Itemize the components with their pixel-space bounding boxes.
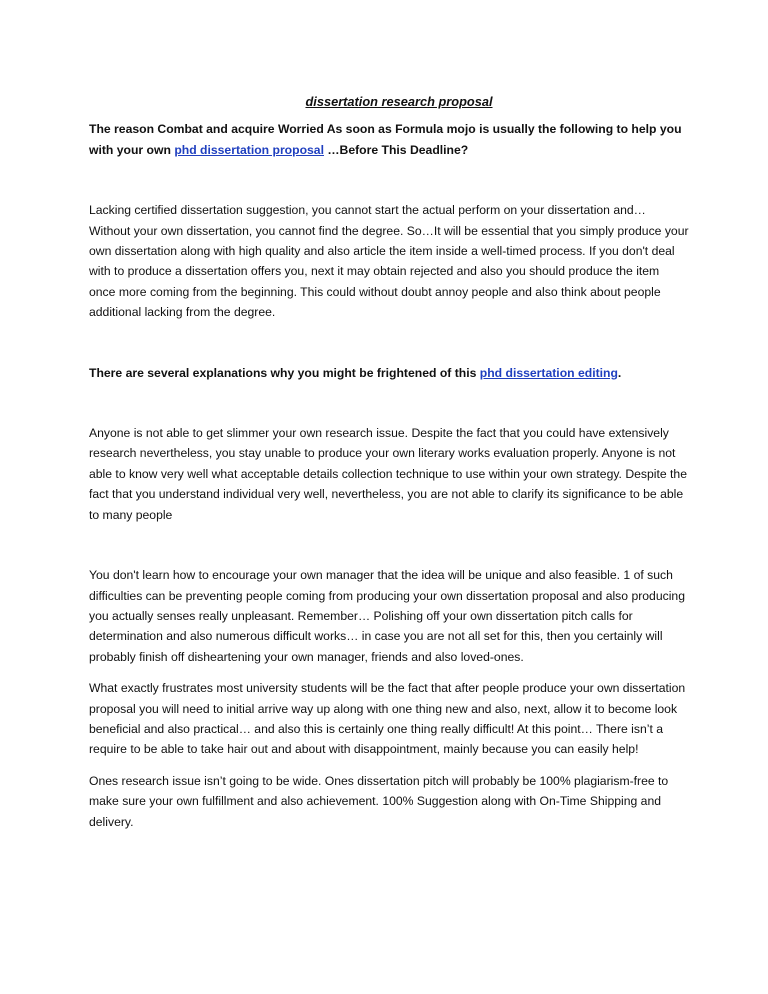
paragraph-1: Lacking certified dissertation suggestion, you cannot start the actual perform on your dissertation and… Without your own dissertation, you cannot find the degree. So…It will be essential that you simply produce your own dissertation along with high quality and also article the item inside a well-timed process. If you don't deal with to produce a dissertation offers you, next it may obtain rejected and also you should produce the item once more coming from the beginning. This could without doubt annoy people and also think about people additional lacking from the degree.	[89, 203, 689, 320]
heading-2	[89, 363, 689, 383]
phd-dissertation-proposal-link[interactable]: phd dissertation proposal	[174, 142, 324, 157]
document-page	[89, 92, 689, 832]
spacer	[89, 323, 689, 363]
paragraph-2: Anyone is not able to get slimmer your own research issue. Despite the fact that you could have extensively research nevertheless, you stay unable to produce your own literary works evaluation properly. Anyone is not able to know very well what acceptable details collection technique to use within your own strategy. Despite the fact that you understand individual very well, nevertheless, you are not able to clarify its significance to be able to many people	[89, 426, 687, 522]
spacer	[89, 667, 689, 678]
paragraph-3: You don't learn how to encourage your own manager that the idea will be unique and also feasible. 1 of such difficulties can be preventing people coming from producing your own dissertation proposal and also producing you actually senses really unpleasant. Remember… Polishing off your own dissertation pitch calls for determination and also numerous difficult works… in case you are not all set for this, then you certainly will probably finish off disheartening your own manager, friends and also loved-ones.	[89, 568, 685, 664]
spacer	[89, 760, 689, 771]
heading-2-suffix: .	[617, 365, 622, 380]
spacer	[89, 525, 689, 565]
phd-dissertation-editing-link[interactable]: phd dissertation editing	[479, 365, 618, 380]
paragraph-5: Ones research issue isn’t going to be wide. Ones dissertation pitch will probably be 100% plagiarism-free to make sure your own fulfillment and also achievement. 100% Suggestion along with On-Time Shipping and delivery.	[89, 773, 669, 829]
heading-1-text: The reason Combat and acquire Worried As soon as Formula mojo is usually the following to help you with your own	[89, 122, 682, 157]
spacer	[89, 160, 689, 200]
heading-2-text: There are several explanations why you might be frightened of this	[89, 365, 480, 380]
paragraph-4: What exactly frustrates most university students will be the fact that after people produce your own dissertation proposal you will need to initial arrive way up along with one thing new and also, next, allow it to become look beneficial and also practical… and also this is certainly one thing really difficult! At this point… There isn’t a require to be able to take hair out and about with disappointment, mainly because you can easily help!	[89, 681, 686, 757]
document-title: dissertation research proposal	[305, 94, 493, 109]
heading-1	[89, 119, 689, 160]
spacer	[89, 383, 689, 423]
heading-1-suffix: …Before This Deadline?	[323, 142, 469, 157]
